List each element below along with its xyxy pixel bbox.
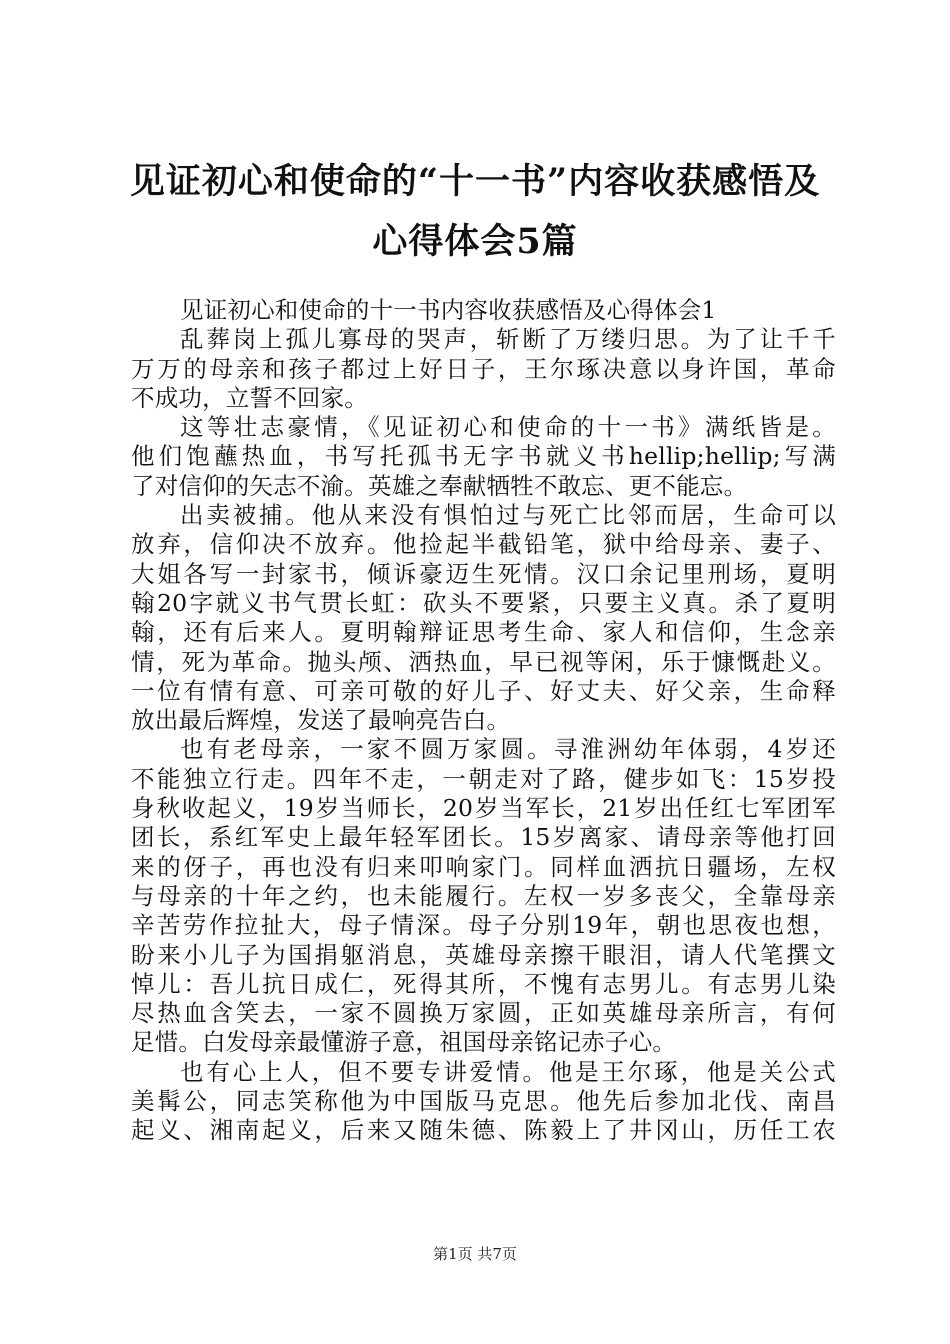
paragraph-line: 出卖被捕。他从来没有惧怕过与死亡比邻而居，生命可以 xyxy=(180,501,836,530)
paragraph-line: 他们饱蘸热血，书写托孤书无字书就义书hellip;hellip;写满 xyxy=(131,442,836,471)
paragraph-line: 不能独立行走。四年不走，一朝走对了路，健步如飞：15岁投 xyxy=(131,764,836,793)
paragraph-line: 这等壮志豪情，《见证初心和使命的十一书》满纸皆是。 xyxy=(180,413,836,442)
document-title-line-1: 见证初心和使命的“十一书”内容收获感悟及 xyxy=(129,161,821,202)
document-body xyxy=(131,296,836,1146)
paragraph xyxy=(131,735,836,1057)
paragraph-line: 身秋收起义，19岁当师长，20岁当军长，21岁出任红七军团军 xyxy=(131,794,836,823)
paragraph-line: 一位有情有意、可亲可敬的好儿子、好丈夫、好父亲，生命释 xyxy=(131,676,836,705)
paragraph xyxy=(131,501,836,735)
paragraph-line: 尽热血含笑去，一家不圆换万家圆，正如英雄母亲所言，有何 xyxy=(131,999,836,1028)
paragraph-line: 了对信仰的矢志不渝。英雄之奉献牺牲不敢忘、更不能忘。 xyxy=(131,471,748,500)
document-title-line-2: 心得体会5篇 xyxy=(372,221,578,262)
section-heading: 见证初心和使命的十一书内容收获感悟及心得体会1 xyxy=(180,296,717,324)
paragraph-line: 也有心上人，但不要专讲爱情。他是王尔琢，他是关公式 xyxy=(180,1057,836,1086)
paragraph-line: 足惜。白发母亲最懂游子意，祖国母亲铭记赤子心。 xyxy=(131,1028,677,1057)
paragraph-line: 盼来小儿子为国捐躯消息，英雄母亲擦干眼泪，请人代笔撰文 xyxy=(131,940,836,969)
paragraph xyxy=(131,325,836,413)
paragraph-line: 辛苦劳作拉扯大，母子情深。母子分别19年，朝也思夜也想， xyxy=(131,911,836,940)
paragraph xyxy=(131,413,836,501)
paragraph xyxy=(131,1058,836,1146)
paragraph-line: 团长，系红军史上最年轻军团长。15岁离家、请母亲等他打回 xyxy=(131,823,836,852)
paragraph-line: 也有老母亲，一家不圆万家圆。寻淮洲幼年体弱，4岁还 xyxy=(180,735,836,764)
paragraph-line: 乱葬岗上孤儿寡母的哭声，斩断了万缕归思。为了让千千 xyxy=(180,325,836,354)
paragraph-line: 大姐各写一封家书，倾诉豪迈生死情。汉口余记里刑场，夏明 xyxy=(131,559,836,588)
paragraph-line: 来的伢子，再也没有归来叩响家门。同样血洒抗日疆场，左权 xyxy=(131,852,836,881)
paragraph-line: 与母亲的十年之约，也未能履行。左权一岁多丧父，全靠母亲 xyxy=(131,881,836,910)
paragraph-line: 翰，还有后来人。夏明翰辩证思考生命、家人和信仰，生念亲 xyxy=(131,618,836,647)
paragraph-line: 悼儿：吾儿抗日成仁，死得其所，不愧有志男儿。有志男儿染 xyxy=(131,969,836,998)
paragraph-line: 放出最后辉煌，发送了最响亮告白。 xyxy=(131,706,511,735)
paragraph-line: 美髯公，同志笑称他为中国版马克思。他先后参加北伐、南昌 xyxy=(131,1087,836,1116)
page-number-footer: 第1页 共7页 xyxy=(433,1245,517,1263)
paragraph-line: 情，死为革命。抛头颅、洒热血，早已视等闲，乐于慷慨赴义。 xyxy=(131,647,836,676)
paragraph-line: 翰20字就义书气贯长虹：砍头不要紧，只要主义真。杀了夏明 xyxy=(131,588,836,617)
paragraph-line: 放弃，信仰决不放弃。他捡起半截铅笔，狱中给母亲、妻子、 xyxy=(131,530,836,559)
paragraph-line: 不成功，立誓不回家。 xyxy=(131,383,368,412)
paragraph-line: 起义、湘南起义，后来又随朱德、陈毅上了井冈山，历任工农 xyxy=(131,1116,836,1145)
paragraph-line: 万万的母亲和孩子都过上好日子，王尔琢决意以身许国，革命 xyxy=(131,354,836,383)
